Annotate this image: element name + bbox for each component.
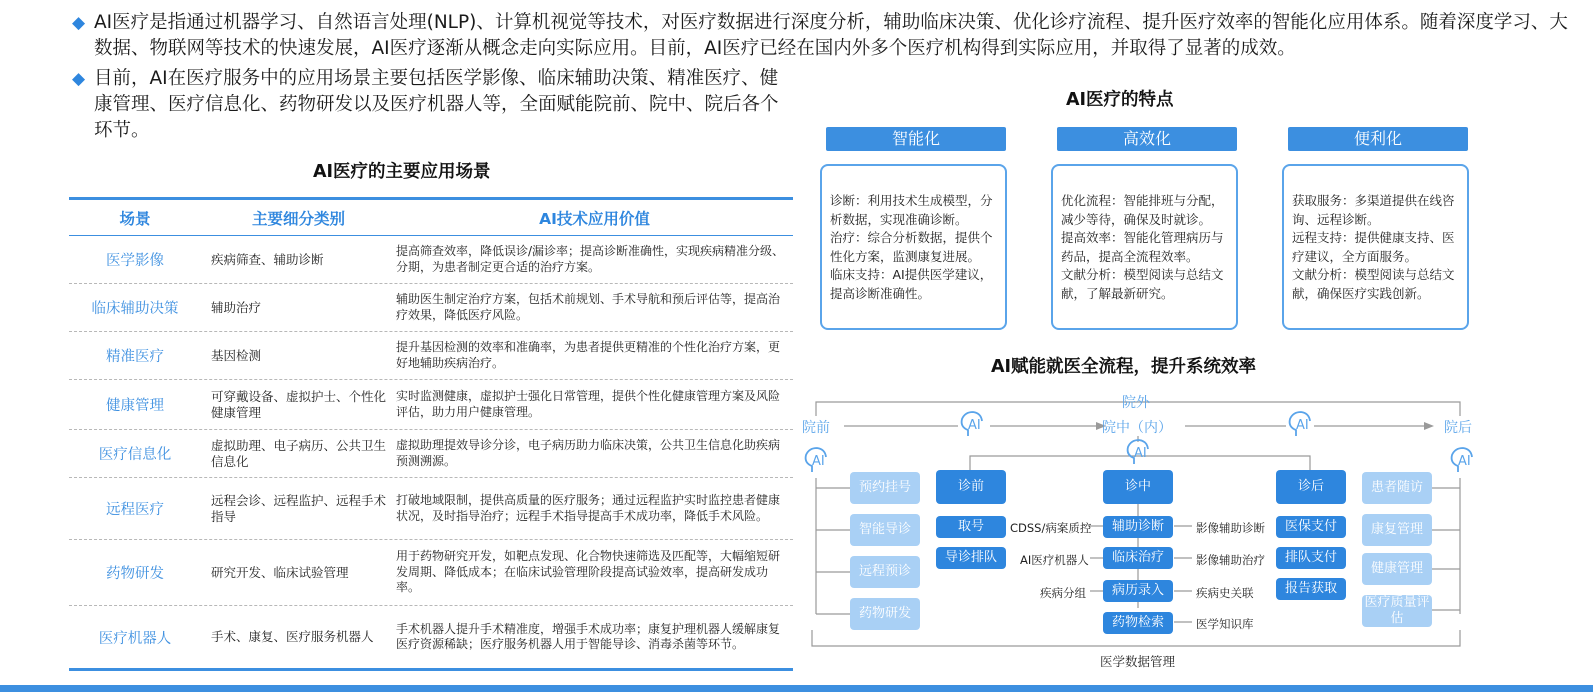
feature-head-intelligent: 智能化 [826, 127, 1006, 151]
table-header [69, 200, 793, 236]
pre-item-drug-rd: 药物研发 [850, 598, 920, 630]
care-flow-diagram [802, 392, 1490, 682]
during-right-imaging-diag: 影像辅助诊断 [1196, 521, 1265, 535]
table-title: AI医疗的主要应用场景 [313, 162, 491, 182]
during-left-cdss: CDSS/病案质控 [1010, 521, 1092, 535]
feature-line: 远程支持：提供健康支持、医疗建议，全方面服务。 [1292, 230, 1455, 264]
label-pre-hospital: 院前 [802, 420, 830, 436]
cell-category: 疾病筛查、辅助诊断 [211, 251, 324, 267]
ai-head-icon [802, 446, 830, 476]
page-bottom-rule [0, 685, 1593, 692]
cell-scene: 精准医疗 [106, 349, 164, 365]
cell-category: 基因检测 [211, 347, 262, 363]
stage-after: 诊后 [1276, 470, 1346, 504]
feature-line: 治疗：综合分析数据，提供个性化方案，监测康复进展。 [830, 230, 993, 264]
label-outside: 院外 [1122, 395, 1150, 411]
during-right-imaging-treat: 影像辅助治疗 [1196, 553, 1265, 567]
diamond-bullet-icon: ◆ [72, 69, 86, 89]
post-item-followup: 患者随访 [1362, 472, 1432, 504]
intro-paragraph-1 [72, 10, 1572, 64]
pre-item-remote-prediag: 远程预诊 [850, 556, 920, 588]
cell-value: 打破地域限制，提供高质量的医疗服务；通过远程监护实时监控患者健康状况，及时指导治疗；远程手术指导提高手术成功率，降低手术风险。 [396, 493, 781, 523]
cell-value: 虚拟助理提效导诊分诊，电子病历助力临床决策，公共卫生信息化助疾病预测溯源。 [396, 438, 781, 468]
during-left-robot: AI医疗机器人 [1020, 553, 1089, 567]
label-in-hospital: 院中（内） [1102, 420, 1172, 436]
during-item-drug-search: 药物检索 [1103, 612, 1173, 634]
table-body [69, 236, 793, 668]
feature-line: 提高效率：智能化管理病历与药品，提高全流程效率。 [1061, 230, 1224, 264]
cell-value: 手术机器人提升手术精准度，增强手术成功率；康复护理机器人缓解康复医疗资源稀缺；医疗服务机器人用于智能导诊、消毒杀菌等环节。 [396, 621, 781, 651]
scenario-table [69, 197, 793, 671]
cell-category: 虚拟助理、电子病历、公共卫生信息化 [211, 437, 387, 469]
cell-value: 用于药物研究开发，如靶点发现、化合物快速筛选及匹配等，大幅缩短研发周期、降低成本；在临床试验管理阶段提高试验效率，提高研发成功率。 [396, 549, 781, 595]
ai-icon-text: AI [968, 418, 981, 433]
feature-line: 临床支持：AI提供医学建议，提高诊断准确性。 [830, 267, 993, 301]
header-category: 主要细分类别 [251, 209, 345, 228]
features-title: AI医疗的特点 [1066, 90, 1174, 110]
stage-before: 诊前 [936, 470, 1006, 504]
feature-line: 优化流程：智能排班与分配，减少等待，确保及时就诊。 [1061, 193, 1224, 227]
feature-head-efficient: 高效化 [1057, 127, 1237, 151]
after-item-insurance: 医保支付 [1276, 516, 1346, 538]
ai-icon-text: AI [812, 454, 825, 469]
table-row [69, 430, 793, 478]
feature-head-convenient: 便利化 [1288, 127, 1468, 151]
before-item-ticket: 取号 [936, 516, 1006, 538]
feature-line: 文献分析：模型阅读与总结文献，了解最新研究。 [1061, 267, 1224, 301]
cell-category: 辅助治疗 [211, 299, 262, 315]
cell-scene: 临床辅助决策 [91, 301, 179, 317]
flow-title: AI赋能就医全流程，提升系统效率 [991, 357, 1257, 377]
ai-icon-text: AI [1458, 454, 1471, 469]
post-item-health: 健康管理 [1362, 553, 1432, 585]
before-item-queue: 导诊排队 [936, 547, 1006, 569]
ai-head-icon [1286, 410, 1314, 440]
ai-head-icon [958, 410, 986, 440]
header-scene: 场景 [119, 209, 151, 228]
during-right-history: 疾病史关联 [1196, 586, 1254, 600]
during-item-assist-diagnosis: 辅助诊断 [1103, 516, 1173, 538]
feature-line: 诊断：利用技术生成模型，分析数据，实现准确诊断。 [830, 193, 993, 227]
cell-category: 可穿戴设备、虚拟护士、个性化健康管理 [211, 388, 387, 420]
cell-scene: 医疗信息化 [98, 447, 172, 463]
cell-value: 提高筛查效率，降低误诊/漏诊率；提高诊断准确性，实现疾病精准分级、分期，为患者制定更合适的治疗方案。 [396, 244, 785, 274]
cell-scene: 医学影像 [106, 253, 164, 269]
pre-item-guidance: 智能导诊 [850, 514, 920, 546]
during-item-record-entry: 病历录入 [1103, 580, 1173, 602]
ai-icon-text: AI [1134, 446, 1147, 461]
ai-head-icon [1448, 446, 1476, 476]
ai-icon-text: AI [1296, 418, 1309, 433]
header-value: AI技术应用价值 [539, 209, 650, 228]
cell-value: 提升基因检测的效率和准确率，为患者提供更精准的个性化治疗方案，更好地辅助疾病治疗。 [396, 340, 781, 370]
pre-item-appointment: 预约挂号 [850, 472, 920, 504]
stage-during: 诊中 [1103, 470, 1173, 504]
table-bottom-rule [69, 668, 793, 671]
during-right-knowledge: 医学知识库 [1196, 617, 1254, 631]
feature-line: 获取服务：多渠道提供在线咨询、远程诊断。 [1292, 193, 1455, 227]
cell-scene: 健康管理 [106, 398, 164, 414]
post-item-quality: 医疗质量评估 [1362, 595, 1432, 627]
cell-category: 远程会诊、远程监护、远程手术指导 [211, 492, 387, 524]
cell-scene: 医疗机器人 [98, 630, 172, 647]
after-item-payment: 排队支付 [1276, 547, 1346, 569]
during-left-grouping: 疾病分组 [1040, 586, 1086, 600]
table-row [69, 540, 793, 606]
ai-head-icon [1124, 438, 1152, 468]
table-row [69, 606, 793, 668]
cell-scene: 远程医疗 [106, 502, 164, 518]
cell-category: 研究开发、临床试验管理 [211, 564, 349, 580]
table-row [69, 332, 793, 380]
intro-text-1: AI医疗是指通过机器学习、自然语言处理(NLP)、计算机视觉等技术，对医疗数据进行深度分析，辅助临床决策、优化诊疗流程、提升医疗效率的智能化应用体系。随着深度学习、大数据、物联网等技术的快速发展，AI医疗逐渐从概念走向实际应用。目前，AI医疗已经在国内外多个医疗机构得到实际应用，并取得了显著的成效。 [94, 12, 1568, 59]
cell-value: 实时监测健康，虚拟护士强化日常管理，提供个性化健康管理方案及风险评估，助力用户健康管理。 [396, 389, 781, 419]
after-item-report: 报告获取 [1276, 578, 1346, 600]
table-row [69, 380, 793, 430]
table-row [69, 236, 793, 284]
intro-paragraph-2 [72, 66, 792, 146]
post-item-rehab: 康复管理 [1362, 514, 1432, 546]
cell-category: 手术、康复、医疗服务机器人 [211, 629, 374, 644]
diamond-bullet-icon: ◆ [72, 13, 86, 33]
feature-box-efficient [1051, 164, 1238, 330]
cell-scene: 药物研发 [106, 566, 164, 582]
feature-box-convenient [1282, 164, 1469, 330]
feature-line: 文献分析：模型阅读与总结文献，确保医疗实践创新。 [1292, 267, 1455, 301]
feature-box-intelligent [820, 164, 1007, 330]
table-row [69, 478, 793, 540]
intro-text-2: 目前，AI在医疗服务中的应用场景主要包括医学影像、临床辅助决策、精准医疗、健康管理、医疗信息化、药物研发以及医疗机器人等，全面赋能院前、院中、院后各个环节。 [94, 68, 779, 141]
table-row [69, 284, 793, 332]
cell-value: 辅助医生制定治疗方案，包括术前规划、手术导航和预后评估等，提高治疗效果，降低医疗风险。 [396, 292, 781, 322]
label-data-management: 医学数据管理 [1100, 654, 1176, 669]
during-item-clinical-treatment: 临床治疗 [1103, 547, 1173, 569]
label-post-hospital: 院后 [1444, 420, 1472, 436]
